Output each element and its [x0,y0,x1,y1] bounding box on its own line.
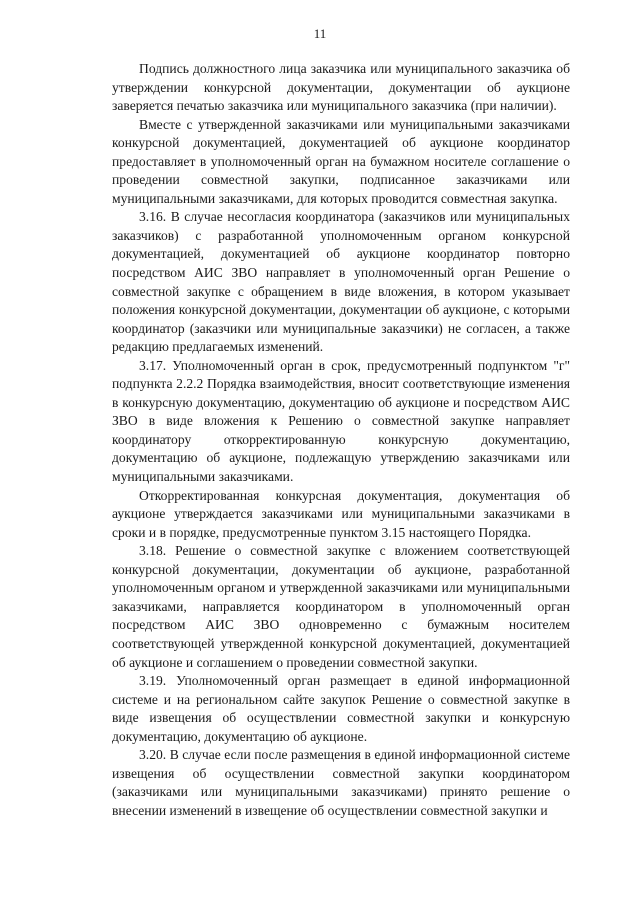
paragraph-signature: Подпись должностного лица заказчика или муниципального заказчика об утверждении конкурсной документации, документации об аукционе заверяется печатью заказчика или муниципального заказчика (при наличии). [112,61,570,114]
paragraph-3-17: 3.17. Уполномоченный орган в срок, предусмотренный подпунктом "г" подпункта 2.2.2 Порядка взаимодействия, вносит соответствующие изменения в конкурсную документацию, документацию об аукционе и посредством АИС ЗВО в виде вложения к Решению о совместной закупке направляет координатору откорректированную конкурсную документацию, документацию об аукционе, подлежащую утверждению заказчиками или муниципальными заказчиками. [112,357,570,485]
page-number: 11 [313,26,327,41]
paragraph-3-20: 3.20. В случае если после размещения в единой информационной системе извещения об осуществлении совместной закупки координатором (заказчиками или муниципальными заказчиками) принято решение о внесении изменений в извещение об осуществлении совместной закупки и [112,747,570,818]
paragraph-agreement-submission: Вместе с утвержденной заказчиками или муниципальными заказчиками конкурсной документацией, документацией об аукционе координатор предоставляет в уполномоченный орган на бумажном носителе соглашение о проведении совместной закупки, подписанное заказчиками или муниципальными заказчиками, для которых проводится совместная закупка. [112,116,570,206]
paragraph-3-19: 3.19. Уполномоченный орган размещает в единой информационной системе и на региональном сайте закупок Решение о совместной закупке в виде извещения об осуществлении совместной закупки и конкурсную документацию, документацию об аукционе. [112,673,570,744]
page-body [112,60,570,820]
paragraph-corrected-documentation: Откорректированная конкурсная документация, документация об аукционе утверждается заказчиками или муниципальными заказчиками в сроки и в порядке, предусмотренные пунктом 3.15 настоящего Порядка. [112,487,570,540]
paragraph-3-18: 3.18. Решение о совместной закупке с вложением соответствующей конкурсной документации, документации об аукционе, разработанной уполномоченным органом и утвержденной заказчиками или муниципальными заказчиками, направляется координатором в уполномоченный орган посредством АИС ЗВО одновременно с бумажным носителем соответствующей утвержденной конкурсной документацией, документацией об аукционе и соглашением о проведении совместной закупки. [112,543,570,670]
paragraph-3-16: 3.16. В случае несогласия координатора (заказчиков или муниципальных заказчиков) с разработанной уполномоченным органом конкурсной документацией, документацией об аукционе координатор повторно посредством АИС ЗВО направляет в уполномоченный орган Решение о совместной закупке с обращением в виде вложения, в котором указывает положения конкурсной документации, документации об аукционе, с которыми координатор (заказчики или муниципальные заказчики) не согласен, а также редакцию предлагаемых изменений. [112,209,570,355]
